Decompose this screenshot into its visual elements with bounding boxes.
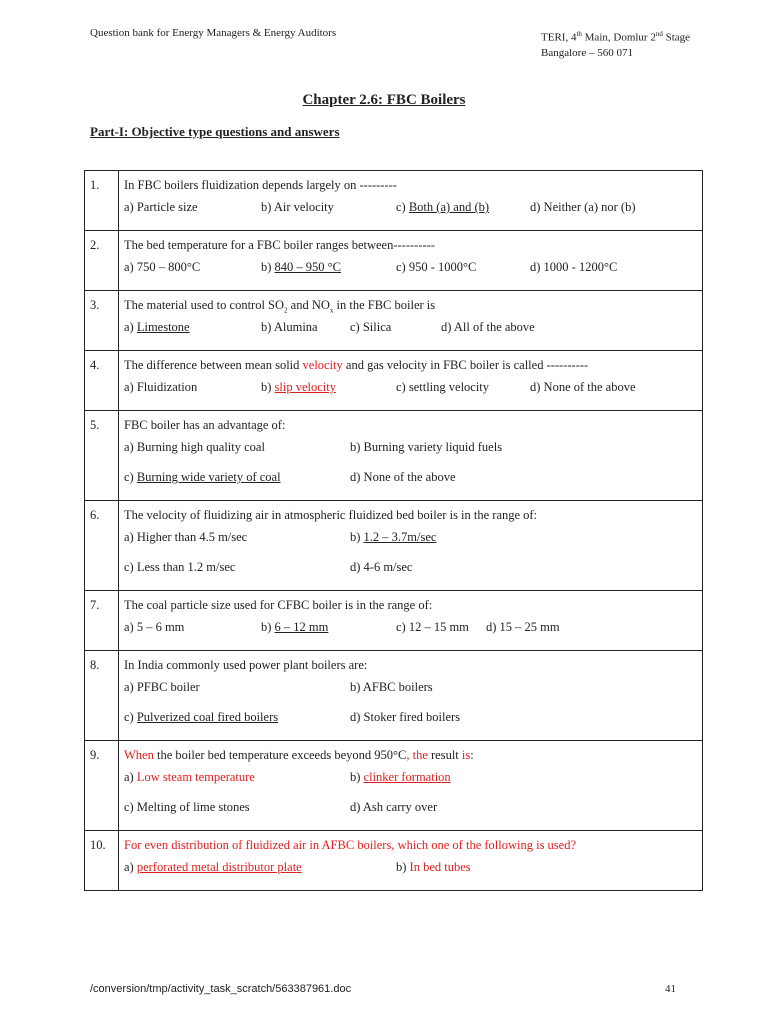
question-body [119,591,703,651]
answer: clinker formation [363,770,451,784]
option-a: a) Low steam temperature [124,770,255,784]
answer: Pulverized coal fired boilers [136,710,279,724]
options-row [124,800,702,830]
question-number: 2. [85,231,119,291]
option-c: c) 12 – 15 mm [396,620,469,634]
question-row [85,651,703,741]
options-row [124,260,702,290]
option-c: c) Less than 1.2 m/sec [124,560,236,574]
question-row [85,171,703,231]
question-row [85,411,703,501]
options-row [124,440,702,470]
option-b: b) Burning variety liquid fuels [350,440,503,454]
option-c: c) Both (a) and (b) [396,200,490,214]
option-a: a) perforated metal distributor plate [124,860,302,874]
header-title: Question bank for Energy Managers & Energy Auditors [90,27,337,39]
option-c: c) 950 - 1000°C [396,260,477,274]
question-text: The velocity of fluidizing air in atmospheric fluidized bed boiler is in the range of: [124,508,538,522]
option-a: a) Limestone [124,320,190,334]
option-d: d) None of the above [350,470,456,484]
options-row [124,680,702,710]
answer: 1.2 – 3.7m/sec [363,530,437,544]
option-a: a) Burning high quality coal [124,440,265,454]
option-a: a) 750 – 800°C [124,260,201,274]
option-c: c) Melting of lime stones [124,800,250,814]
question-row [85,741,703,831]
option-d: d) 15 – 25 mm [486,620,560,634]
question-text: The difference between mean solid velocity and gas velocity in FBC boiler is called ---------- [124,358,589,372]
page-number: 41 [665,983,676,995]
question-number: 10. [85,831,119,891]
option-b: b) In bed tubes [396,860,471,874]
options-row [124,710,702,740]
question-text: The bed temperature for a FBC boiler ranges between---------- [124,238,435,252]
option-b: b) slip velocity [261,380,336,394]
questions-table [84,170,703,891]
question-text: The coal particle size used for CFBC boiler is in the range of: [124,598,433,612]
part-title: Part-I: Objective type questions and answers [90,124,340,139]
option-b: b) Alumina [261,320,318,334]
option-d: d) Stoker fired boilers [350,710,461,724]
option-d: d) Neither (a) nor (b) [530,200,636,214]
option-a: a) Particle size [124,200,198,214]
question-text: When the boiler bed temperature exceeds beyond 950°C, the result is: [124,748,474,762]
option-c: c) Silica [350,320,392,334]
question-text: The material used to control $SO_2$ and $NO_x$ in the FBC boiler is [124,298,436,315]
option-d: d) 1000 - 1200°C [530,260,618,274]
options-row [124,620,702,650]
address-line-2: Bangalore – 560 071 [541,46,633,59]
address-line-1: TERI, 4th Main, Domlur 2nd Stage [541,30,691,44]
options-row [124,860,702,890]
answer: Both (a) and (b) [408,200,490,214]
option-b: b) AFBC boilers [350,680,433,694]
footer-file-path: /conversion/tmp/activity_task_scratch/563387961.doc [90,983,352,995]
question-body [119,351,703,411]
question-number: 5. [85,411,119,501]
question-number: 7. [85,591,119,651]
question-row [85,291,703,351]
option-b: b) Air velocity [261,200,334,214]
option-b: b) 1.2 – 3.7m/sec [350,530,437,544]
question-number: 8. [85,651,119,741]
options-row [124,530,702,560]
question-body [119,171,703,231]
question-number: 1. [85,171,119,231]
option-b: b) 6 – 12 mm [261,620,329,634]
question-body [119,501,703,591]
question-row [85,591,703,651]
question-row [85,501,703,591]
question-number: 3. [85,291,119,351]
option-d: d) All of the above [441,320,535,334]
options-row [124,320,702,350]
question-body [119,831,703,891]
answer: perforated metal distributor plate [136,860,302,874]
answer: Burning wide variety of coal [136,470,281,484]
question-body [119,231,703,291]
question-body [119,651,703,741]
option-c: c) Pulverized coal fired boilers [124,710,279,724]
option-b: b) clinker formation [350,770,451,784]
question-row [85,831,703,891]
chapter-title: Chapter 2.6: FBC Boilers [302,92,466,108]
option-a: a) Fluidization [124,380,198,394]
options-row [124,470,702,500]
option-a: a) PFBC boiler [124,680,200,694]
question-text: In India commonly used power plant boilers are: [124,658,368,672]
answer: 6 – 12 mm [274,620,329,634]
options-row [124,200,702,230]
question-row [85,351,703,411]
option-a: a) Higher than 4.5 m/sec [124,530,248,544]
question-text: For even distribution of fluidized air in AFBC boilers, which one of the following is used? [124,838,577,852]
option-a: a) 5 – 6 mm [124,620,185,634]
option-d: d) Ash carry over [350,800,438,814]
options-row [124,560,702,590]
question-number: 6. [85,501,119,591]
options-row [124,770,702,800]
question-body [119,411,703,501]
option-d: d) 4-6 m/sec [350,560,413,574]
question-text: In FBC boilers fluidization depends largely on --------- [124,178,397,192]
options-row [124,380,702,410]
header-address [541,27,690,61]
question-number: 4. [85,351,119,411]
question-number: 9. [85,741,119,831]
option-b: b) 840 – 950 °C [261,260,342,274]
question-body [119,741,703,831]
answer: slip velocity [274,380,336,394]
answer: Limestone [136,320,190,334]
question-text: FBC boiler has an advantage of: [124,418,286,432]
option-c: c) settling velocity [396,380,490,394]
option-c: c) Burning wide variety of coal [124,470,281,484]
question-row [85,231,703,291]
answer: 840 – 950 °C [274,260,342,274]
option-d: d) None of the above [530,380,636,394]
question-body [119,291,703,351]
